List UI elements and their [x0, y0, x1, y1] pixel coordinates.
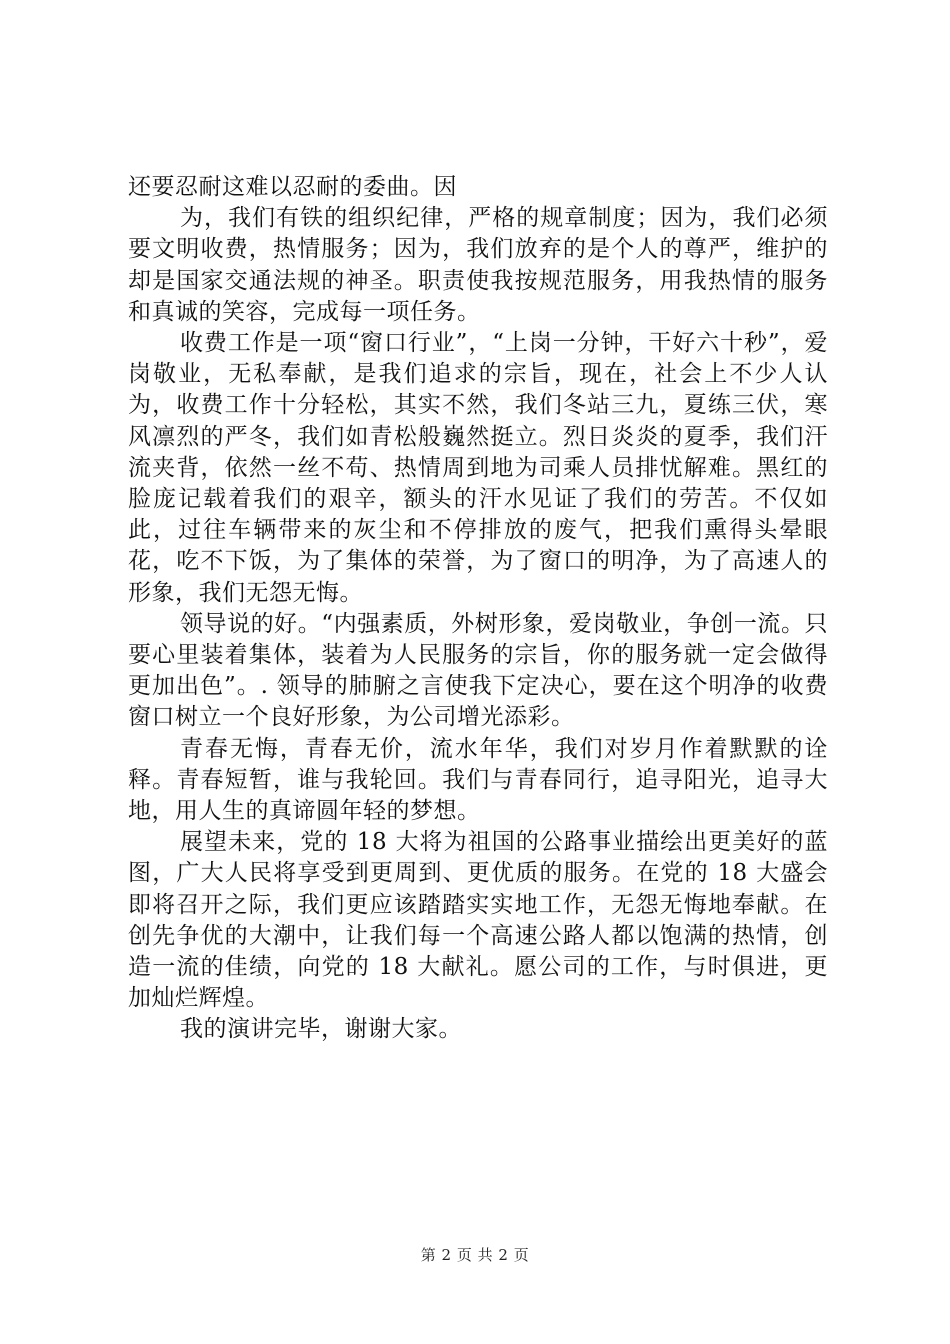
paragraph-3: 收费工作是一项“窗口行业”，“上岗一分钟，干好六十秒”，爱岗敬业，无私奉献，是我们追求的宗旨，现在，社会上不少人认为，收费工作十分轻松，其实不然，我们冬站三九，夏练三伏，寒风凛烈的严冬，我们如青松般巍然挺立。烈日炎炎的夏季，我们汗流夹背，依然一丝不苟、热情周到地为司乘人员排忧解难。黑红的脸庞记载着我们的艰辛，额头的汗水见证了我们的劳苦。不仅如此，过往车辆带来的灰尘和不停排放的废气，把我们熏得头晕眼花，吃不下饭，为了集体的荣誉，为了窗口的明净，为了高速人的形象，我们无怨无悔。	[128, 330, 828, 606]
paragraph-4: 领导说的好。“内强素质，外树形象，爱岗敬业，争创一流。只要心里装着集体，装着为人民服务的宗旨，你的服务就一定会做得更加出色”。. 领导的肺腑之言使我下定决心，要在这个明净的收费窗口树立一个良好形象，为公司增光添彩。	[128, 610, 828, 731]
page-footer	[0, 1244, 950, 1265]
page-number: 第 2 页 共 2 页	[420, 1246, 530, 1264]
paragraph-1: 还要忍耐这难以忍耐的委曲。因	[128, 174, 457, 200]
paragraph-5: 青春无悔，青春无价，流水年华，我们对岁月作着默默的诠释。青春短暂，谁与我轮回。我们与青春同行，追寻阳光，追寻大地，用人生的真谛圆年轻的梦想。	[128, 735, 828, 825]
paragraph-6: 展望未来，党的 18 大将为祖国的公路事业描绘出更美好的蓝图，广大人民将享受到更周到、更优质的服务。在党的 18 大盛会即将召开之际，我们更应该踏踏实实地工作，无怨无悔地奉献。在创先争优的大潮中，让我们每一个高速公路人都以饱满的热情，创造一流的佳绩，向党的 18 大献礼。愿公司的工作，与时俱进，更加灿烂辉煌。	[128, 829, 828, 1012]
paragraph-7: 我的演讲完毕，谢谢大家。	[180, 1016, 462, 1043]
paragraph-2: 为，我们有铁的组织纪律，严格的规章制度；因为，我们必须要文明收费，热情服务；因为，我们放弃的是个人的尊严，维护的却是国家交通法规的神圣。职责使我按规范服务，用我热情的服务和真诚的笑容，完成每一项任务。	[128, 205, 828, 325]
document-body	[128, 172, 828, 1046]
